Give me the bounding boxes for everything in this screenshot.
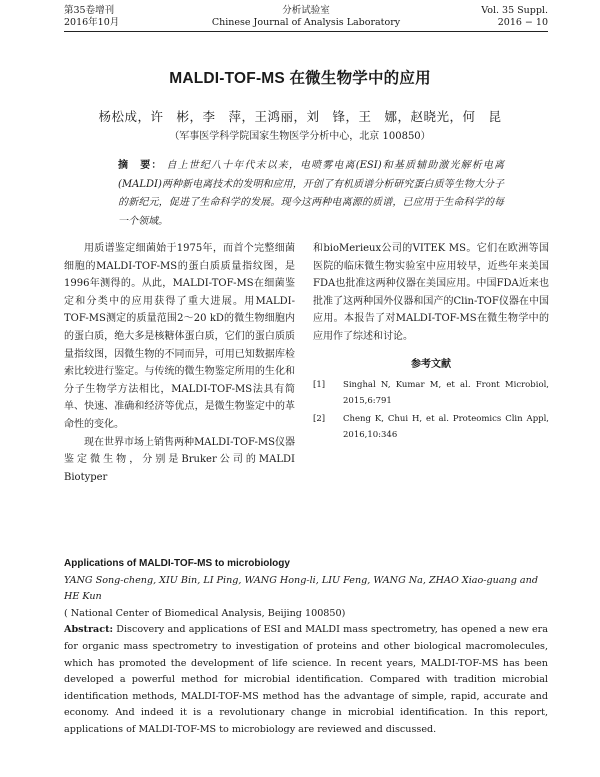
running-header — [64, 5, 548, 17]
header-date-en: 2016 − 10 — [497, 17, 548, 28]
english-authors: YANG Song-cheng, XIU Bin, LI Ping, WANG Hong-li, LIU Feng, WANG Na, ZHAO Xiao-guang and HE Kun — [64, 574, 538, 603]
body-column-left — [64, 240, 295, 486]
english-affiliation: ( National Center of Biomedical Analysis, Beijing 100850) — [64, 607, 346, 619]
header-journal-en: Chinese Journal of Analysis Laboratory — [211, 17, 401, 28]
reference-item — [313, 377, 549, 409]
body-paragraph: 现在世界市场上销售两种MALDI-TOF-MS仪器鉴定微生物，分别是Bruker公司的MALDI Biotyper — [64, 436, 295, 483]
english-title: Applications of MALDI-TOF-MS to microbiology — [64, 558, 290, 569]
header-date-cn: 2016年10月 — [64, 17, 120, 28]
body-paragraph: 用质谱鉴定细菌始于1975年，而首个完整细菌细胞的MALDI-TOF-MS的蛋白质质量指纹图，是1996年测得的。从此，MALDI-TOF-MS在细菌鉴定和分类中的应用获得了重大进展。用MALDI-TOF-MS测定的质量范围2～20 kD的微生物细胞内的蛋白质，绝大多是核糖体蛋白质，它们的蛋白质质量指纹图，因微生物的不同而异，可用已知数据库检索比较进行鉴定。与传统的微生物鉴定所用的生化和分子生物学方法相比，MALDI-TOF-MS法具有简单、快速、准确和经济等优点，是微生物鉴定中的革命性的变化。 — [64, 243, 295, 430]
abstract-cn — [118, 157, 504, 231]
body-column-right — [313, 240, 549, 445]
paper-title: MALDI-TOF-MS 在微生物学中的应用 — [169, 70, 431, 87]
references-heading: 参考文献 — [411, 358, 451, 370]
reference-number: [1] — [313, 380, 326, 391]
abstract-cn-label: 摘 要： — [118, 160, 163, 171]
english-abstract-text: Discovery and applications of ESI and MALDI mass spectrometry, has opened a new era for organic mass spectrometry to investigation of proteins and other biological macromolecules, which has promoted the development of life science. In recent years, MALDI-TOF-MS has been developed a powerful method for microbial identification. Compared with tradition microbial identification methods, MALDI-TOF-MS method has the advantage of simple, rapid, accurate and economy. And indeed it is a revolutionary change in microbial identification. In this report, applications of MALDI-TOF-MS to microbiology are reviewed and discussed. — [64, 624, 548, 735]
english-abstract-block — [64, 556, 548, 739]
english-abstract-label: Abstract: — [64, 624, 114, 636]
reference-text: Cheng K, Chui H, et al. Proteomics Clin Appl, 2016,10:346 — [343, 414, 549, 441]
reference-item — [313, 411, 549, 443]
body-paragraph: 和bioMerieux公司的VITEK MS。它们在欧洲等国医院的临床微生物实验室中应用较早，近些年来美国FDA也批准这两种仪器在美国应用。中国FDA近来也批准了这两种国外仪器和国产的Clin-TOF仪器在中国应用。本报告了对MALDI-TOF-MS在微生物学中的应用作了综述和讨论。 — [313, 243, 549, 342]
header-journal-cn: 分析试验室 — [282, 5, 330, 16]
header-volume-en: Vol. 35 Suppl. — [481, 5, 548, 16]
affiliation: （军事医学科学院国家生物医学分析中心，北京 100850） — [169, 131, 431, 142]
abstract-cn-text: 自上世纪八十年代末以来，电喷雾电离(ESI)和基质辅助激光解析电离(MALDI)两种新电离技术的发明和应用，开创了有机质谱分析研究蛋白质等生物大分子的新纪元，促进了生命科学的发展。现今这两种电离源的质谱，已应用于生命科学的每一个领域。 — [118, 160, 505, 227]
english-abstract — [64, 622, 548, 738]
author-list: 杨松成，许 彬，李 萍，王鸿丽，刘 锋，王 娜，赵晓光，何 昆 — [98, 109, 502, 124]
header-rule — [64, 31, 548, 32]
header-volume-cn: 第35卷增刊 — [64, 5, 115, 16]
reference-text: Singhal N, Kumar M, et al. Front Microbiol, 2015,6:791 — [343, 380, 549, 407]
running-header-line2 — [64, 17, 548, 29]
reference-number: [2] — [313, 414, 326, 425]
